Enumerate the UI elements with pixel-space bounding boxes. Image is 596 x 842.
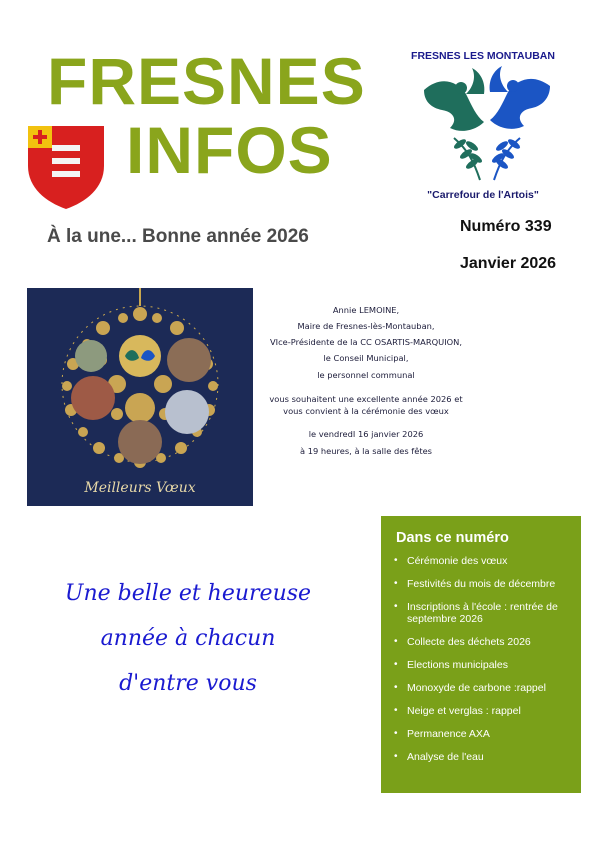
card-line: à 19 heures, à la salle des fêtes <box>299 446 432 456</box>
contents-item: • Permanence AXA <box>393 728 575 741</box>
contents-item: • Neige et verglas : rappel <box>393 705 575 718</box>
headline-tagline: À la une... Bonne année 2026 <box>47 226 309 247</box>
greeting-card-caption: Meilleurs Vœux <box>84 480 196 496</box>
card-line: le personnel communal <box>317 369 415 380</box>
contents-item: • Cérémonie des vœux <box>393 555 575 568</box>
coat-of-arms-icon <box>26 126 106 210</box>
wish-line-3: d'entre vous <box>119 671 257 696</box>
card-line: le vendredI 16 janvier 2026 <box>308 428 424 439</box>
contents-item: • Festivités du mois de décembre <box>393 578 575 591</box>
contents-box <box>381 516 581 793</box>
card-line: Annie LEMOINE, <box>332 305 400 315</box>
contents-item: • Monoxyde de carbone :rappel <box>393 682 575 695</box>
village-name: FRESNES LES MONTAUBAN <box>411 50 555 62</box>
contents-list <box>393 555 575 774</box>
card-line: vous convient à la cérémonie des vœux <box>283 405 449 416</box>
village-motto: "Carrefour de l'Artois" <box>427 189 539 201</box>
contents-item: • Collecte des déchets 2026 <box>393 636 575 649</box>
card-line: Maire de Fresnes-lès-Montauban, <box>297 321 435 332</box>
masthead-title-fresnes: FRESNES <box>47 44 366 118</box>
contents-title: Dans ce numéro <box>396 530 509 546</box>
card-line: le Conseil Municipal, <box>323 353 409 364</box>
doves-logo-icon <box>414 64 560 184</box>
masthead-title-infos: INFOS <box>126 113 333 187</box>
contents-item: • Analyse de l'eau <box>393 751 575 764</box>
card-line: vous souhaitent une excellente année 2026 et <box>269 393 463 404</box>
contents-item: • Inscriptions à l'école : rentrée de septembre 2026 <box>393 601 575 626</box>
greeting-card-image <box>27 288 253 506</box>
issue-number: Numéro 339 <box>460 218 552 235</box>
contents-item: • Elections municipales <box>393 659 575 672</box>
issue-date: Janvier 2026 <box>460 255 557 272</box>
wish-line-1: Une belle et heureuse <box>64 581 312 606</box>
wish-line-2: année à chacun <box>100 626 276 651</box>
card-line: VIce-Présidente de la CC OSARTIS-MARQUION, <box>269 337 463 348</box>
greeting-card-text <box>257 300 475 456</box>
